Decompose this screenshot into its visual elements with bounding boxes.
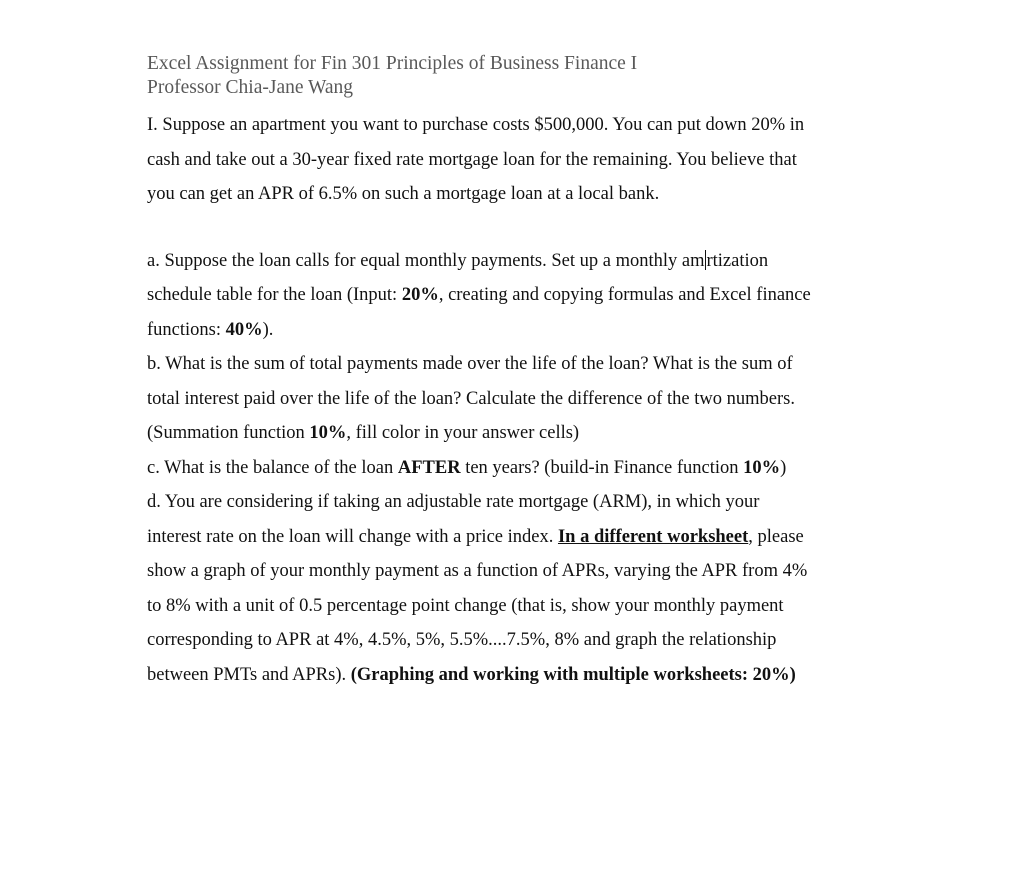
part-b (147, 347, 887, 451)
intro-line-1: I. Suppose an apartment you want to purchase costs $500,000. You can put down 20% in (147, 115, 805, 135)
intro-line-3: you can get an APR of 6.5% on such a mortgage loan at a local bank. (147, 184, 660, 204)
part-d (147, 485, 887, 692)
part-d-line-2: interest rate on the loan will change with a price index. In a different worksheet, please (147, 526, 804, 547)
document-page (147, 52, 887, 692)
part-d-line-3: show a graph of your monthly payment as a function of APRs, varying the APR from 4% (147, 561, 808, 581)
part-a-line-2: schedule table for the loan (Input: 20%, creating and copying formulas and Excel finance (147, 285, 811, 305)
professor-name: Professor Chia-Jane Wang (147, 77, 354, 98)
different-worksheet-emphasis: In a different worksheet (557, 526, 749, 547)
part-d-line-1: d. You are considering if taking an adjustable rate mortgage (ARM), in which your (147, 492, 760, 512)
part-a-line-3: functions: 40%). (147, 319, 274, 340)
part-c (147, 451, 887, 486)
part-c-line-1: c. What is the balance of the loan AFTER ten years? (build-in Finance function 10%) (147, 457, 787, 478)
part-b-line-1: b. What is the sum of total payments made over the life of the loan? What is the sum of (147, 354, 793, 374)
intro-line-2: cash and take out a 30-year fixed rate mortgage loan for the remaining. You believe that (147, 149, 797, 170)
part-d-line-4: to 8% with a unit of 0.5 percentage point change (that is, show your monthly payment (147, 595, 784, 616)
assignment-title: Excel Assignment for Fin 301 Principles of Business Finance I (147, 53, 638, 74)
part-d-line-5: corresponding to APR at 4%, 4.5%, 5%, 5.5%....7.5%, 8% and graph the relationship (147, 630, 777, 650)
part-d-line-6: between PMTs and APRs). (Graphing and working with multiple worksheets: 20%) (147, 664, 796, 685)
part-a (147, 244, 887, 348)
part-a-line-1: a. Suppose the loan calls for equal monthly payments. Set up a monthly am rtization (147, 250, 769, 271)
question-intro (147, 108, 887, 212)
part-b-line-2: total interest paid over the life of the loan? Calculate the difference of the two numbers. (147, 388, 795, 409)
part-b-line-3: (Summation function 10%, fill color in your answer cells) (147, 423, 580, 443)
